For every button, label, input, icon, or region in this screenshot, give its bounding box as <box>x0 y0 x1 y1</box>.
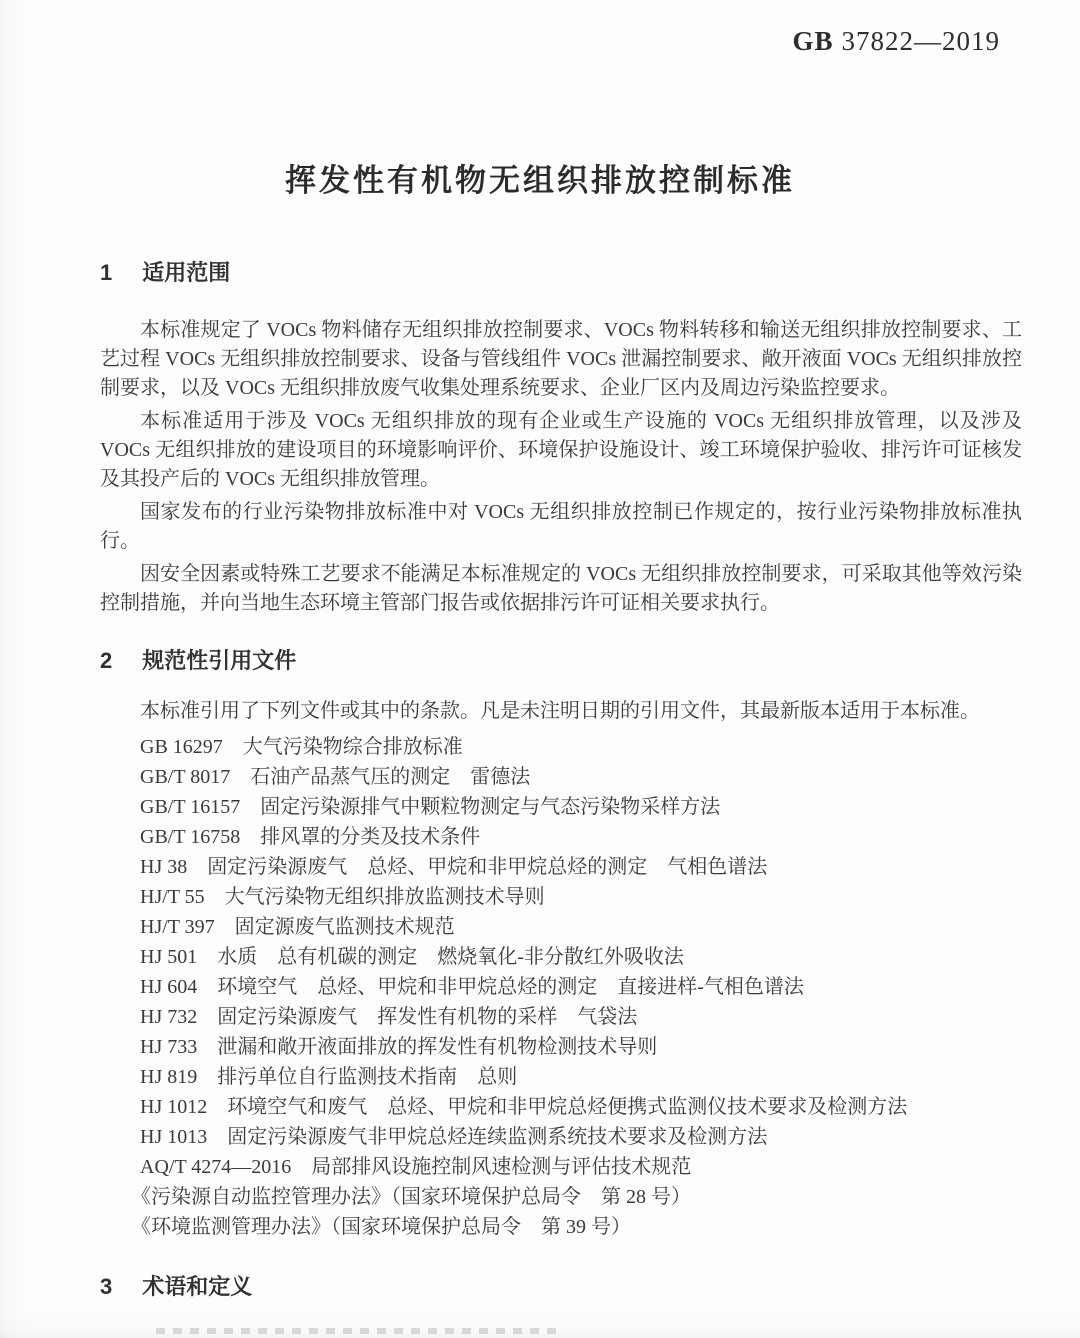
reference-item: GB 16297 大气污染物综合排放标准 <box>140 736 463 758</box>
reference-item: HJ 819 排污单位自行监测技术指南 总则 <box>140 1066 518 1088</box>
section-2-number: 2 <box>100 648 113 673</box>
doc-number-prefix: GB <box>792 26 834 56</box>
reference-item: 《环境监测管理办法》（国家环境保护总局令 第 39 号） <box>131 1216 631 1238</box>
reference-item: HJ 1012 环境空气和废气 总烃、甲烷和非甲烷总烃便携式监测仪技术要求及检测方法 <box>140 1096 908 1118</box>
section-2-body <box>100 697 1022 1242</box>
section-3-heading <box>100 1270 1022 1301</box>
section-2-heading <box>100 644 1022 675</box>
paragraph: 国家发布的行业污染物排放标准中对 VOCs 无组织排放控制已作规定的，按行业污染物排放标准执行。 <box>100 501 1022 552</box>
section-1-heading <box>100 256 1022 287</box>
reference-item: AQ/T 4274—2016 局部排风设施控制风速检测与评估技术规范 <box>140 1156 692 1178</box>
paragraph: 因安全因素或特殊工艺要求不能满足本标准规定的 VOCs 无组织排放控制要求，可采取其他等效污染控制措施，并向当地生态环境主管部门报告或依据排污许可证相关要求执行。 <box>100 563 1022 614</box>
reference-item: 《污染源自动监控管理办法》（国家环境保护总局令 第 28 号） <box>131 1186 691 1208</box>
reference-item: HJ 38 固定污染源废气 总烃、甲烷和非甲烷总烃的测定 气相色谱法 <box>140 856 768 878</box>
reference-item: HJ/T 397 固定源废气监测技术规范 <box>140 916 455 938</box>
reference-item: HJ/T 55 大气污染物无组织排放监测技术导则 <box>140 886 545 908</box>
document-title: 挥发性有机物无组织排放控制标准 <box>285 162 795 198</box>
section-2-label: 规范性引用文件 <box>142 648 297 673</box>
reference-item: GB/T 16157 固定污染源排气中颗粒物测定与气态污染物采样方法 <box>140 796 721 818</box>
paragraph: 本标准规定了 VOCs 物料储存无组织排放控制要求、VOCs 物料转移和输送无组织排放控制要求、工艺过程 VOCs 无组织排放控制要求、设备与管线组件 VOCs 泄漏控制要求、敞开液面 VOCs 无组织排放控制要求，以及 VOCs 无组织排放废气收集处理系统要求、企业厂区内及周边污染监控要求。 <box>100 319 1022 399</box>
reference-item: GB/T 8017 石油产品蒸气压的测定 雷德法 <box>140 766 531 788</box>
section-1-label: 适用范围 <box>142 260 231 285</box>
cutoff-text-remnant <box>156 1328 556 1334</box>
reference-item: HJ 501 水质 总有机碳的测定 燃烧氧化-非分散红外吸收法 <box>140 946 684 968</box>
section-3-label: 术语和定义 <box>142 1274 253 1299</box>
section-3-number: 3 <box>100 1274 113 1299</box>
section-1-body <box>100 316 1022 622</box>
references-intro: 本标准引用了下列文件或其中的条款。凡是未注明日期的引用文件，其最新版本适用于本标准。 <box>140 700 980 722</box>
doc-number-value: 37822—2019 <box>841 26 1000 56</box>
section-1-number: 1 <box>100 260 113 285</box>
reference-item: GB/T 16758 排风罩的分类及技术条件 <box>140 826 481 848</box>
reference-item: HJ 604 环境空气 总烃、甲烷和非甲烷总烃的测定 直接进样-气相色谱法 <box>140 976 804 998</box>
reference-item: HJ 1013 固定污染源废气非甲烷总烃连续监测系统技术要求及检测方法 <box>140 1126 768 1148</box>
reference-item: HJ 732 固定污染源废气 挥发性有机物的采样 气袋法 <box>140 1006 638 1028</box>
paragraph: 本标准适用于涉及 VOCs 无组织排放的现有企业或生产设施的 VOCs 无组织排放管理，以及涉及 VOCs 无组织排放的建设项目的环境影响评价、环境保护设施设计、竣工环境保护验收、排污许可证核发及其投产后的 VOCs 无组织排放管理。 <box>100 410 1022 490</box>
doc-number <box>792 26 1000 57</box>
reference-item: HJ 733 泄漏和敞开液面排放的挥发性有机物检测技术导则 <box>140 1036 658 1058</box>
